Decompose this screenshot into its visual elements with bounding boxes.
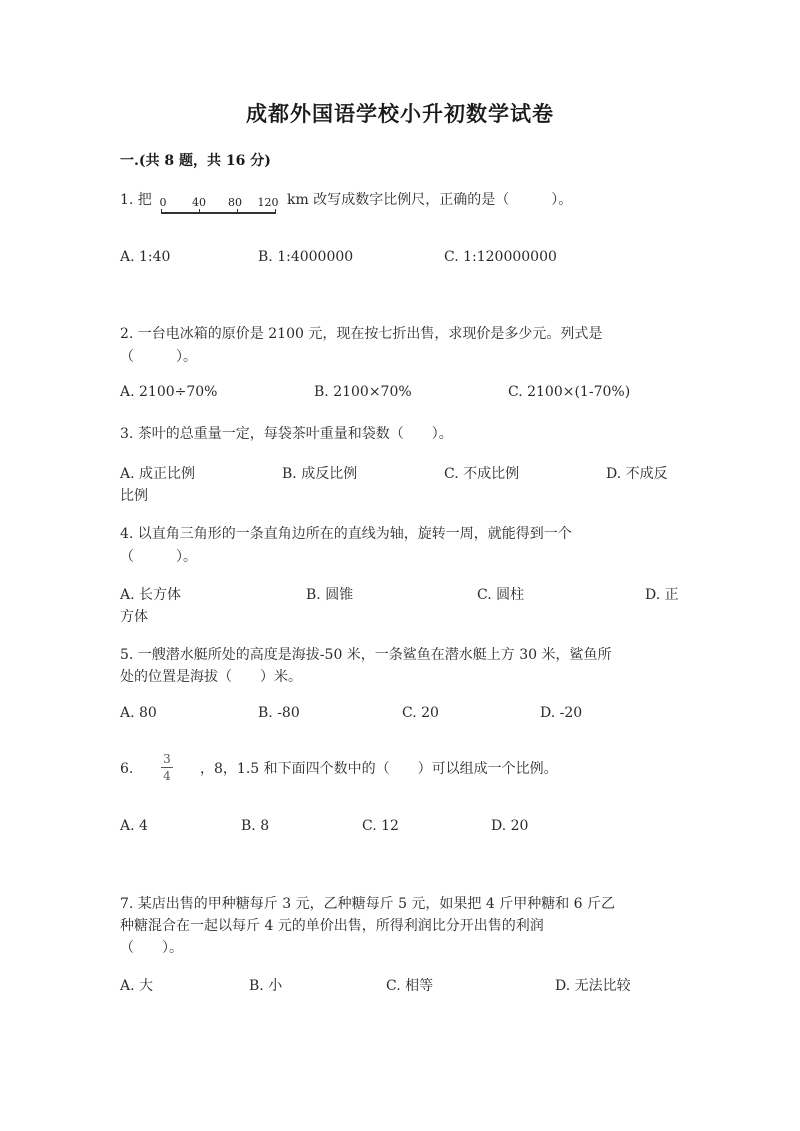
question-2-option-b: B. 2100×70% — [314, 384, 412, 400]
scale-label: 0 — [159, 196, 167, 209]
question-3-option-d-continued: 比例 — [120, 488, 148, 504]
scale-line — [161, 212, 276, 214]
question-5-line-1: 5. 一艘潜水艇所处的高度是海拔-50 米，一条鲨鱼在潜水艇上方 30 米，鲨鱼所 — [120, 647, 612, 663]
question-4-line-1: 4. 以直角三角形的一条直角边所在的直线为轴，旋转一周，就能得到一个 — [120, 526, 572, 542]
scale-label: 120 — [257, 196, 279, 209]
question-5-option-a: A. 80 — [120, 705, 157, 721]
question-1-number: 1. 把 — [120, 192, 152, 208]
question-6-option-a: A. 4 — [120, 818, 148, 834]
scale-tick — [199, 209, 200, 214]
question-6-text: ，8，1.5 和下面四个数中的（ ）可以组成一个比例。 — [200, 761, 558, 777]
fraction-bar — [161, 767, 173, 768]
question-2-line-1: 2. 一台电冰箱的原价是 2100 元，现在按七折出售，求现价是多少元。列式是 — [120, 326, 603, 342]
question-4-option-d: D. 正 — [645, 587, 679, 603]
fraction-numerator: 3 — [163, 752, 171, 766]
scale-bar — [157, 196, 281, 218]
question-7-line-2: 种糖混合在一起以每斤 4 元的单价出售，所得利润比分开出售的利润 — [120, 918, 544, 934]
question-6-option-b: B. 8 — [241, 818, 270, 834]
question-2-line-2: （ ）。 — [120, 349, 197, 365]
fraction-denominator: 4 — [163, 769, 171, 783]
question-7-option-d: D. 无法比较 — [555, 978, 631, 994]
question-7-option-a: A. 大 — [120, 978, 154, 994]
question-6-option-c: C. 12 — [362, 818, 399, 834]
scale-label: 40 — [192, 196, 206, 209]
scale-tick — [161, 209, 162, 214]
question-3-option-d: D. 不成反 — [606, 466, 668, 482]
question-2-option-a: A. 2100÷70% — [120, 384, 218, 400]
question-1-option-a: A. 1:40 — [120, 249, 171, 265]
fraction-three-quarters — [158, 752, 176, 783]
question-1-option-c: C. 1:120000000 — [444, 249, 557, 265]
question-3-line-1: 3. 茶叶的总重量一定，每袋茶叶重量和袋数（ ）。 — [120, 426, 453, 442]
question-4-option-c: C. 圆柱 — [477, 587, 525, 603]
question-4-option-a: A. 长方体 — [120, 587, 182, 603]
question-7-option-b: B. 小 — [249, 978, 283, 994]
question-4-line-2: （ ）。 — [120, 549, 197, 565]
question-3-option-b: B. 成反比例 — [282, 466, 358, 482]
question-6-option-d: D. 20 — [491, 818, 529, 834]
question-3-option-c: C. 不成比例 — [444, 466, 520, 482]
question-1-option-b: B. 1:4000000 — [258, 249, 354, 265]
question-7-line-3: （ ）。 — [120, 940, 183, 956]
question-4-option-d-continued: 方体 — [120, 609, 148, 625]
scale-tick — [275, 209, 276, 214]
question-1-text: km 改写成数字比例尺，正确的是（ ）。 — [287, 192, 573, 208]
scale-tick — [237, 209, 238, 214]
question-5-option-c: C. 20 — [402, 705, 439, 721]
scale-label: 80 — [228, 196, 242, 209]
question-3-option-a: A. 成正比例 — [120, 466, 196, 482]
question-5-option-d: D. -20 — [540, 705, 583, 721]
question-5-line-2: 处的位置是海拔（ ）米。 — [120, 669, 302, 685]
question-2-option-c: C. 2100×(1-70%) — [508, 384, 631, 400]
section-heading: 一.(共 8 题，共 16 分) — [120, 153, 271, 169]
question-4-option-b: B. 圆锥 — [306, 587, 354, 603]
question-5-option-b: B. -80 — [258, 705, 300, 721]
page-title: 成都外国语学校小升初数学试卷 — [246, 101, 554, 126]
question-6-number: 6. — [120, 761, 134, 777]
question-7-line-1: 7. 某店出售的甲种糖每斤 3 元，乙种糖每斤 5 元，如果把 4 斤甲种糖和 6 斤乙 — [120, 896, 616, 912]
question-7-option-c: C. 相等 — [386, 978, 434, 994]
